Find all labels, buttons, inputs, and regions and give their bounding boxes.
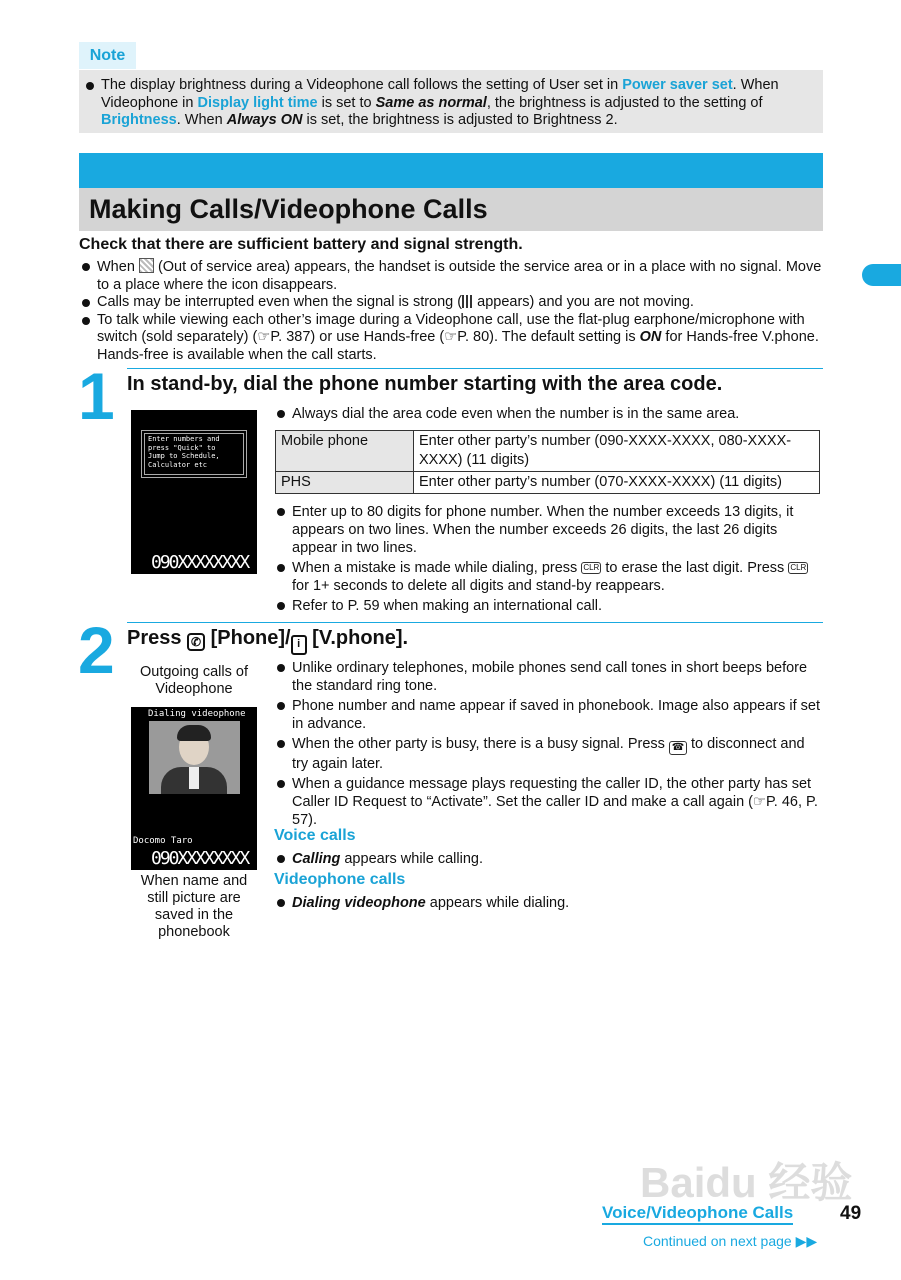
link-display-light[interactable]: Display light time bbox=[197, 94, 318, 111]
table-row: Mobile phone Enter other party’s number (090-XXXX-XXXX, 080-XXXX-XXXX) (11 digits) bbox=[276, 431, 820, 472]
section-bar bbox=[79, 153, 823, 188]
intro-bullet: To talk while viewing each other’s image during a Videophone call, use the flat-plug earphone/microphone with switch (sold separately) (☞P. 387) or use Hands-free (☞P. 80). The default setting is ON for Hands-free V.phone. Hands-free is available when the call starts. bbox=[97, 312, 823, 365]
table-row: PHS Enter other party’s number (070-XXXX-XXXX) (11 digits) bbox=[276, 472, 820, 494]
clr-key-icon: CLR bbox=[583, 563, 600, 573]
screen-caller-name: Docomo Taro bbox=[133, 836, 193, 846]
watermark: Baidu 经验 bbox=[640, 1159, 853, 1206]
footer-title: Voice/Videophone Calls bbox=[602, 1203, 793, 1225]
reference-icon: ☞ bbox=[444, 329, 458, 345]
link-power-saver[interactable]: Power saver set bbox=[622, 77, 733, 93]
voice-calls-heading: Voice calls bbox=[274, 827, 356, 844]
videophone-calls-item: Dialing videophone appears while dialing. bbox=[292, 894, 822, 914]
step-1-list bbox=[292, 503, 822, 617]
signal-icon bbox=[462, 295, 473, 308]
caption-outgoing: Outgoing calls of Videophone bbox=[139, 664, 248, 697]
screen-status: Dialing videophone bbox=[148, 709, 246, 719]
list-item: Phone number and name appear if saved in phonebook. Image also appears if set in advance. bbox=[292, 698, 820, 732]
voice-calls-item: Calling appears while calling. bbox=[292, 850, 822, 870]
intro-bullet: Calls may be interrupted even when the signal is strong ( appears) and you are not moving. bbox=[97, 294, 823, 312]
step-2-number: 2 bbox=[78, 613, 111, 687]
link-brightness[interactable]: Brightness bbox=[101, 112, 177, 128]
standby-screen bbox=[131, 410, 257, 574]
page-number: 49 bbox=[840, 1203, 862, 1224]
note-tag: Note bbox=[79, 42, 136, 69]
screen-number: 090XXXXXXXX bbox=[151, 848, 249, 869]
note-text: The display brightness during a Videophone call follows the setting of User set in Power saver set. When Videophone in Display light time is set to Same as normal, the brightness is adjusted to the setting of Brightness. When Always ON is set, the brightness is adjusted to Brightness 2. bbox=[101, 77, 811, 130]
list-item: When a mistake is made while dialing, press CLR to erase the last digit. Press CLR for 1+ seconds to delete all digits and stand-by reappears. bbox=[292, 559, 822, 595]
clr-key-icon: CLR bbox=[790, 563, 807, 573]
vphone-key-icon: i bbox=[291, 635, 307, 655]
end-key-icon: ☎ bbox=[669, 741, 687, 755]
continued-note[interactable]: Continued on next page ▶▶ bbox=[643, 1233, 818, 1249]
reference-icon: ☞ bbox=[257, 329, 271, 345]
step-2-line bbox=[127, 622, 823, 623]
step-1-line bbox=[127, 368, 823, 369]
number-table bbox=[275, 430, 820, 494]
double-arrow-icon: ▶▶ bbox=[795, 1233, 818, 1249]
step-1-number: 1 bbox=[78, 359, 111, 433]
step-2-heading: Press ✆ [Phone]/ i [V.phone]. bbox=[127, 627, 408, 655]
out-of-service-icon bbox=[139, 258, 154, 273]
step-1-always: Always dial the area code even when the number is in the same area. bbox=[292, 405, 822, 425]
reference-icon: ☞ bbox=[752, 794, 766, 810]
list-item: Enter up to 80 digits for phone number. When the number exceeds 13 digits, it appears on two lines. When the number exceeds 26 digits, the last 26 digits appear in two lines. bbox=[292, 503, 822, 557]
note-box bbox=[79, 70, 823, 133]
section-title: Making Calls/Videophone Calls bbox=[79, 188, 823, 231]
step-1-heading: In stand-by, dial the phone number starting with the area code. bbox=[127, 373, 723, 395]
screen-number: 090XXXXXXXX bbox=[151, 552, 249, 573]
list-item: When a guidance message plays requesting the caller ID, the other party has set Caller ID Request to “Activate”. Set the caller ID and make a call again (☞P. 46, P. 57). bbox=[292, 775, 822, 829]
videophone-calls-heading: Videophone calls bbox=[274, 871, 406, 888]
step-2-list bbox=[292, 659, 822, 831]
intro-list bbox=[97, 258, 823, 364]
list-item: Unlike ordinary telephones, mobile phones send call tones in short beeps before the standard ring tone. bbox=[292, 659, 822, 695]
chapter-tab bbox=[862, 264, 901, 286]
phone-key-icon: ✆ bbox=[187, 633, 205, 651]
videophone-screen bbox=[131, 707, 257, 870]
screen-message: Enter numbers and press "Quick" to Jump to Schedule, Calculator etc bbox=[148, 435, 220, 469]
check-heading: Check that there are sufficient battery and signal strength. bbox=[79, 236, 523, 253]
list-item: When the other party is busy, there is a busy signal. Press ☎ to disconnect and try again later. bbox=[292, 735, 822, 773]
intro-bullet: When (Out of service area) appears, the handset is outside the service area or in a place with no signal. Move to a place where the icon disappears. bbox=[97, 259, 822, 293]
list-item: Refer to P. 59 when making an international call. bbox=[292, 597, 822, 615]
caller-photo bbox=[149, 721, 240, 794]
caption-phonebook: When name and still picture are saved in the phonebook bbox=[140, 873, 248, 940]
